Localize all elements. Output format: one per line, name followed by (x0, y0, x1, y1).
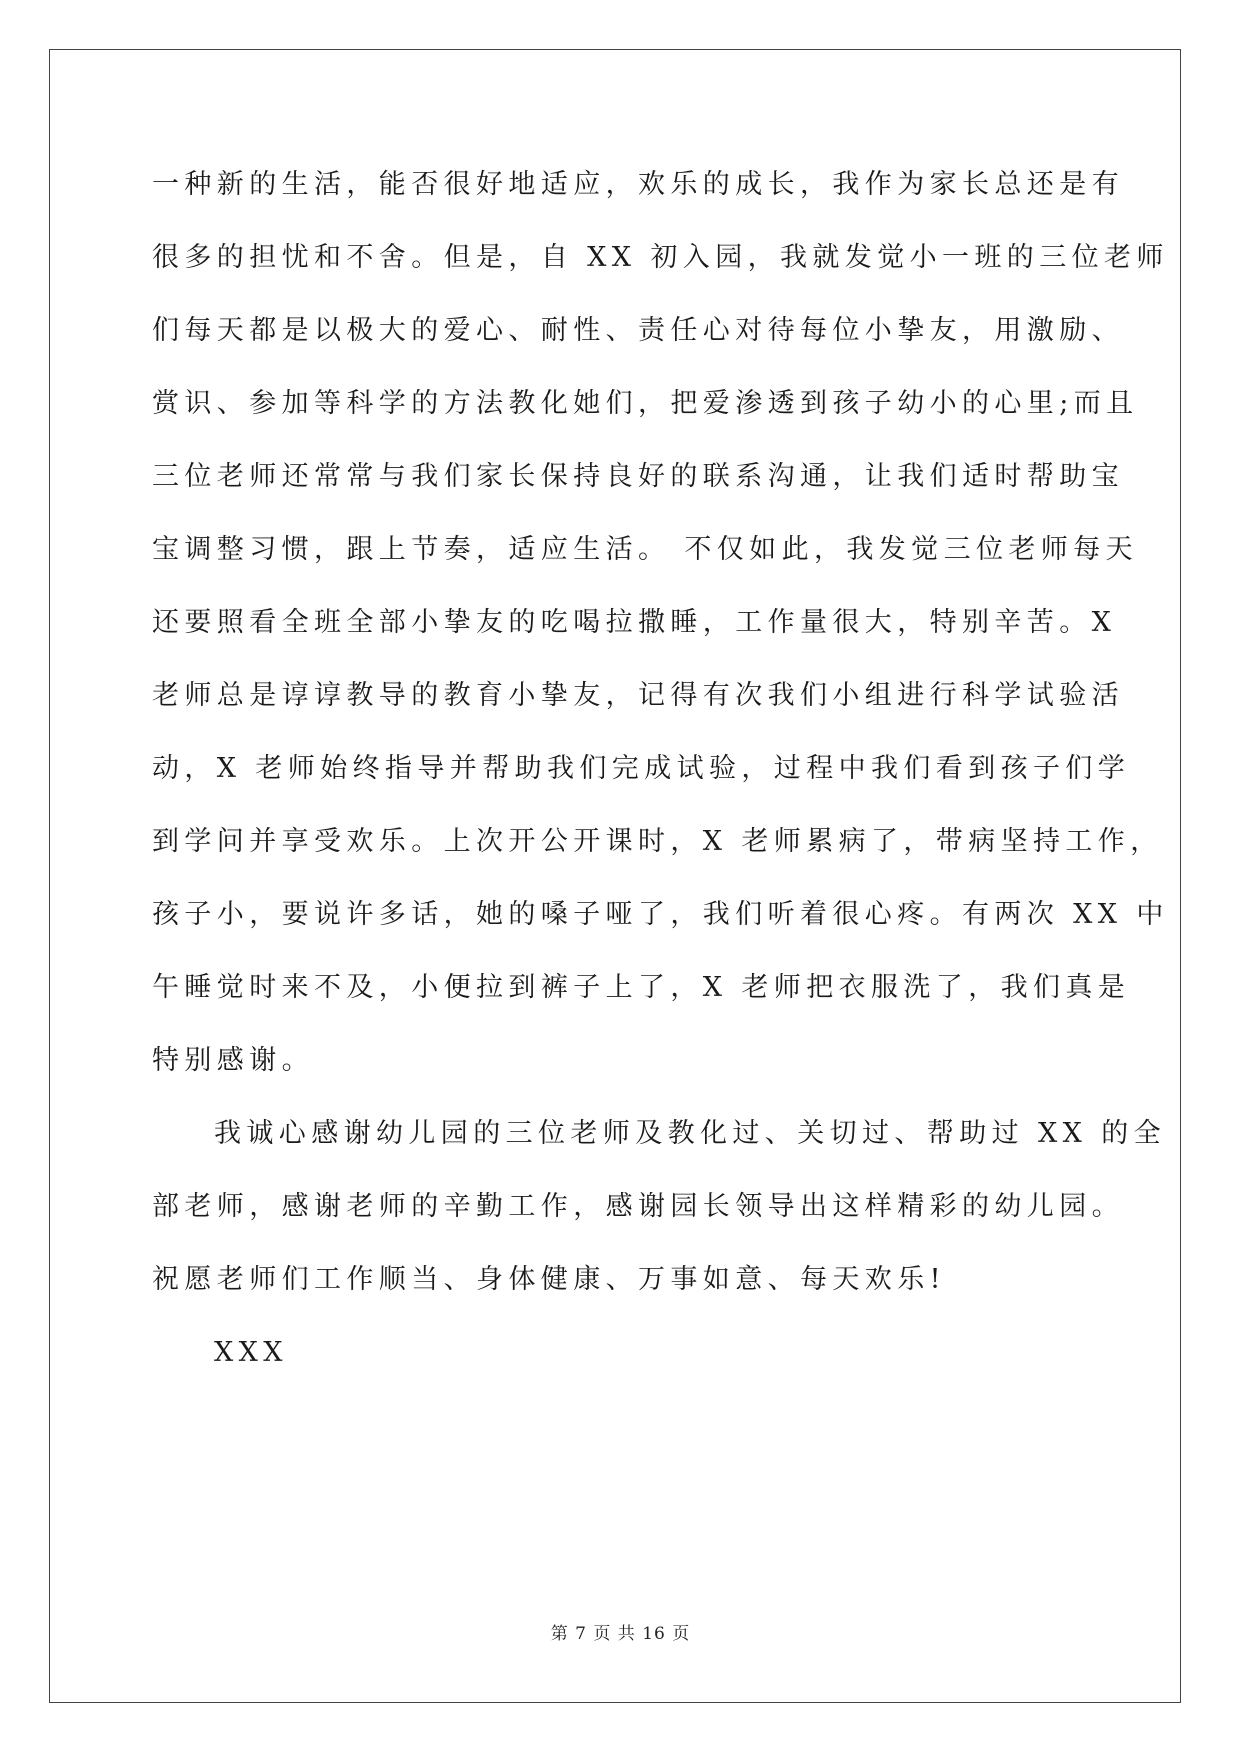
text-line-9: 动，X 老师始终指导并帮助我们完成试验，过程中我们看到孩子们学 (152, 753, 1131, 784)
page-border (49, 49, 1181, 1703)
text-line-8: 老师总是谆谆教导的教育小挚友，记得有次我们小组进行科学试验活 (152, 680, 1124, 711)
text-line-13: 特别感谢。 (152, 1045, 314, 1076)
text-line-16: 祝愿老师们工作顺当、身体健康、万事如意、每天欢乐! (152, 1264, 946, 1295)
text-line-15: 部老师，感谢老师的辛勤工作，感谢园长领导出这样精彩的幼儿园。 (152, 1191, 1124, 1222)
text-line-3: 们每天都是以极大的爱心、耐性、责任心对待每位小挚友，用激励、 (152, 315, 1124, 346)
text-line-11: 孩子小，要说许多话，她的嗓子哑了，我们听着很心疼。有两次 XX 中 (152, 899, 1169, 930)
text-line-10: 到学问并享受欢乐。上次开公开课时，X 老师累病了，带病坚持工作， (152, 826, 1163, 857)
text-line-2: 很多的担忧和不舍。但是，自 XX 初入园，我就发觉小一班的三位老师 (152, 242, 1169, 273)
text-line-5: 三位老师还常常与我们家长保持良好的联系沟通，让我们适时帮助宝 (152, 461, 1124, 492)
text-line-1: 一种新的生活，能否很好地适应，欢乐的成长，我作为家长总还是有 (152, 169, 1124, 200)
text-line-12: 午睡觉时来不及，小便拉到裤子上了，X 老师把衣服洗了，我们真是 (152, 972, 1131, 1003)
page-number-footer: 第 7 页 共 16 页 (550, 1624, 691, 1644)
text-line-4: 赏识、参加等科学的方法教化她们，把爱渗透到孩子幼小的心里;而且 (152, 388, 1139, 419)
text-line-7: 还要照看全班全部小挚友的吃喝拉撒睡，工作量很大，特别辛苦。X (152, 607, 1117, 638)
signature-text: XXX (214, 1337, 288, 1368)
text-line-14: 我诚心感谢幼儿园的三位老师及教化过、关切过、帮助过 XX 的全 (214, 1118, 1167, 1149)
text-line-6: 宝调整习惯，跟上节奏，适应生活。 不仅如此，我发觉三位老师每天 (152, 534, 1138, 565)
